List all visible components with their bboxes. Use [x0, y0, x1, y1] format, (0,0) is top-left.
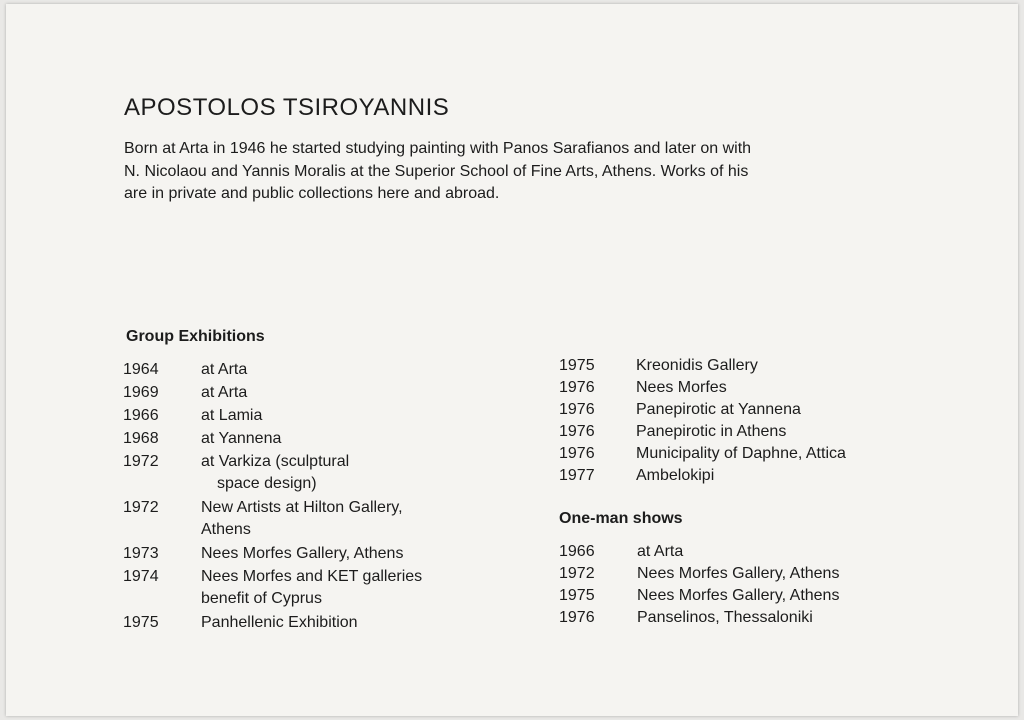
entry-year: 1975: [123, 614, 159, 631]
list-item: [559, 585, 839, 607]
list-item: [559, 541, 839, 563]
entry-description-line: Nees Morfes Gallery, Athens: [637, 587, 840, 604]
entry-description: [636, 399, 801, 421]
biography-line: N. Nicolaou and Yannis Moralis at the Superior School of Fine Arts, Athens. Works of his: [124, 162, 749, 180]
list-item: [123, 451, 422, 495]
list-item: [123, 612, 422, 634]
entry-description: [201, 428, 281, 450]
list-item: [559, 399, 846, 421]
entry-description-line: at Arta: [201, 384, 248, 401]
entry-description-line: Nees Morfes Gallery, Athens: [637, 565, 840, 582]
entry-description-line: Kreonidis Gallery: [636, 357, 758, 374]
list-item: [559, 421, 846, 443]
entry-description: [201, 405, 262, 427]
entry-year: 1976: [559, 401, 595, 418]
entry-description-line: New Artists at Hilton Gallery,: [201, 499, 403, 516]
entry-description: [637, 541, 683, 563]
entry-year: 1966: [559, 543, 595, 560]
list-item: [123, 497, 422, 541]
entry-description-line: at Lamia: [201, 407, 263, 424]
entry-year: 1976: [559, 423, 595, 440]
entry-year: 1974: [123, 568, 159, 585]
entry-year: 1972: [123, 499, 159, 516]
entry-year: 1969: [123, 384, 159, 401]
biography-paragraph: [124, 138, 914, 206]
page-title: APOSTOLOS TSIROYANNIS: [124, 94, 450, 121]
entry-description-line: at Varkiza (sculptural: [201, 453, 350, 470]
entry-description: [637, 607, 813, 629]
entry-year: 1976: [559, 609, 595, 626]
entry-year: 1975: [559, 357, 595, 374]
entry-description: [201, 566, 422, 610]
list-item: [559, 563, 839, 585]
one-man-shows-list: [559, 541, 839, 629]
entry-description: [636, 377, 727, 399]
entry-description: [201, 612, 358, 634]
entry-year: 1977: [559, 467, 595, 484]
entry-year: 1976: [559, 379, 595, 396]
entry-description: [201, 359, 247, 381]
biography-line: are in private and public collections here and abroad.: [124, 185, 500, 202]
list-item: [123, 566, 422, 610]
entry-year: 1976: [559, 445, 595, 462]
entry-description: [636, 465, 714, 487]
entry-description: [201, 543, 403, 565]
entry-description-line: space design): [217, 475, 317, 492]
entry-description-line: at Arta: [201, 361, 248, 378]
entry-description: [637, 585, 839, 607]
entry-description-line: at Yannena: [201, 430, 282, 447]
list-item: [123, 428, 422, 450]
entry-year: 1968: [123, 430, 159, 447]
entry-year: 1973: [123, 545, 159, 562]
group-exhibitions-heading: Group Exhibitions: [126, 328, 265, 345]
entry-description-line: Nees Morfes and KET galleries: [201, 568, 423, 585]
one-man-shows-heading: One-man shows: [559, 510, 683, 527]
entry-description: [201, 497, 403, 541]
entry-description: [636, 355, 758, 377]
list-item: [559, 443, 846, 465]
list-item: [559, 355, 846, 377]
entry-description-line: Athens: [201, 521, 251, 538]
list-item: [559, 607, 839, 629]
entry-description-line: Municipality of Daphne, Attica: [636, 445, 846, 462]
entry-description: [637, 563, 839, 585]
list-item: [123, 359, 422, 381]
entry-description-line: Panepirotic at Yannena: [636, 401, 801, 418]
document-page: [6, 4, 1018, 716]
entry-description-line: Ambelokipi: [636, 467, 715, 484]
entry-description: [201, 382, 247, 404]
entry-description-line: Panselinos, Thessaloniki: [637, 609, 813, 626]
entry-description-line: at Arta: [637, 543, 684, 560]
list-item: [123, 405, 422, 427]
group-exhibitions-list: [123, 359, 422, 635]
list-item: [123, 382, 422, 404]
entry-year: 1972: [123, 453, 159, 470]
group-exhibitions-list-continued: [559, 355, 846, 487]
entry-year: 1966: [123, 407, 159, 424]
entry-description-line: Panepirotic in Athens: [636, 423, 787, 440]
entry-description-line: Panhellenic Exhibition: [201, 614, 358, 631]
biography-line: Born at Arta in 1946 he started studying painting with Panos Sarafianos and later on with: [124, 140, 752, 157]
entry-description-line: Nees Morfes: [636, 379, 727, 396]
list-item: [559, 377, 846, 399]
list-item: [559, 465, 846, 487]
entry-description: [636, 443, 846, 465]
entry-description-line: Nees Morfes Gallery, Athens: [201, 545, 404, 562]
list-item: [123, 543, 422, 565]
entry-description-line: benefit of Cyprus: [201, 590, 322, 607]
entry-year: 1975: [559, 587, 595, 604]
entry-year: 1964: [123, 361, 159, 378]
entry-year: 1972: [559, 565, 595, 582]
entry-description: [201, 451, 349, 495]
entry-description: [636, 421, 786, 443]
